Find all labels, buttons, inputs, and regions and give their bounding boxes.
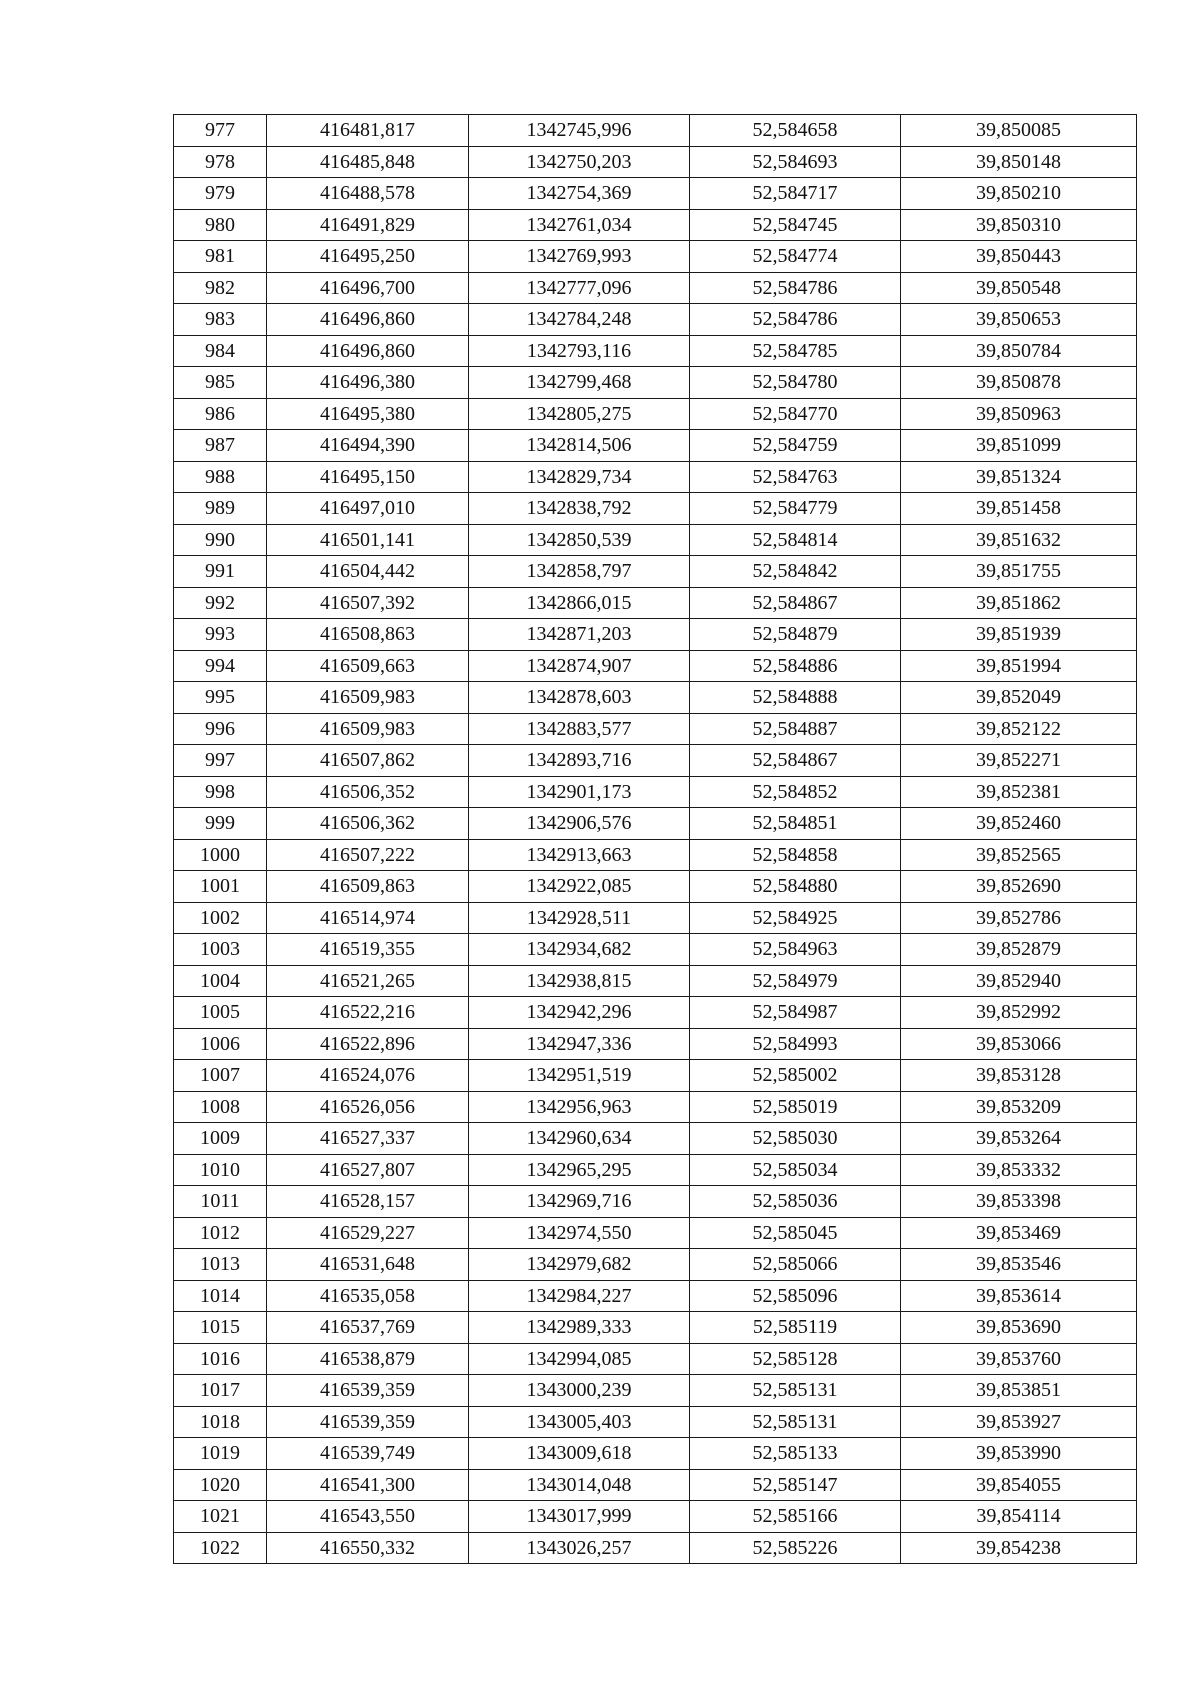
- x-coordinate-cell: 416496,860: [267, 304, 469, 336]
- latitude-cell: 52,584867: [690, 745, 901, 777]
- point-number-cell: 981: [174, 241, 267, 273]
- longitude-cell: 39,852879: [901, 934, 1137, 966]
- latitude-cell: 52,585036: [690, 1186, 901, 1218]
- table-row: [174, 1501, 1137, 1533]
- latitude-cell: 52,584886: [690, 650, 901, 682]
- longitude-cell: 39,850210: [901, 178, 1137, 210]
- x-coordinate-cell: 416550,332: [267, 1532, 469, 1564]
- latitude-cell: 52,585128: [690, 1343, 901, 1375]
- x-coordinate-cell: 416527,337: [267, 1123, 469, 1155]
- longitude-cell: 39,850653: [901, 304, 1137, 336]
- table-row: [174, 1091, 1137, 1123]
- y-coordinate-cell: 1342761,034: [469, 209, 690, 241]
- y-coordinate-cell: 1342934,682: [469, 934, 690, 966]
- x-coordinate-cell: 416509,663: [267, 650, 469, 682]
- point-number-cell: 1003: [174, 934, 267, 966]
- x-coordinate-cell: 416519,355: [267, 934, 469, 966]
- latitude-cell: 52,585066: [690, 1249, 901, 1281]
- x-coordinate-cell: 416541,300: [267, 1469, 469, 1501]
- point-number-cell: 989: [174, 493, 267, 525]
- x-coordinate-cell: 416507,392: [267, 587, 469, 619]
- latitude-cell: 52,584717: [690, 178, 901, 210]
- point-number-cell: 1015: [174, 1312, 267, 1344]
- x-coordinate-cell: 416494,390: [267, 430, 469, 462]
- y-coordinate-cell: 1342974,550: [469, 1217, 690, 1249]
- latitude-cell: 52,584851: [690, 808, 901, 840]
- y-coordinate-cell: 1342969,716: [469, 1186, 690, 1218]
- longitude-cell: 39,853066: [901, 1028, 1137, 1060]
- point-number-cell: 986: [174, 398, 267, 430]
- y-coordinate-cell: 1342850,539: [469, 524, 690, 556]
- y-coordinate-cell: 1342883,577: [469, 713, 690, 745]
- latitude-cell: 52,584887: [690, 713, 901, 745]
- y-coordinate-cell: 1343005,403: [469, 1406, 690, 1438]
- point-number-cell: 982: [174, 272, 267, 304]
- table-row: [174, 1123, 1137, 1155]
- x-coordinate-cell: 416538,879: [267, 1343, 469, 1375]
- y-coordinate-cell: 1342956,963: [469, 1091, 690, 1123]
- longitude-cell: 39,850085: [901, 115, 1137, 147]
- x-coordinate-cell: 416497,010: [267, 493, 469, 525]
- y-coordinate-cell: 1342750,203: [469, 146, 690, 178]
- x-coordinate-cell: 416528,157: [267, 1186, 469, 1218]
- longitude-cell: 39,853546: [901, 1249, 1137, 1281]
- x-coordinate-cell: 416537,769: [267, 1312, 469, 1344]
- longitude-cell: 39,852271: [901, 745, 1137, 777]
- x-coordinate-cell: 416509,983: [267, 682, 469, 714]
- y-coordinate-cell: 1343014,048: [469, 1469, 690, 1501]
- latitude-cell: 52,584963: [690, 934, 901, 966]
- y-coordinate-cell: 1342960,634: [469, 1123, 690, 1155]
- x-coordinate-cell: 416496,380: [267, 367, 469, 399]
- y-coordinate-cell: 1342947,336: [469, 1028, 690, 1060]
- y-coordinate-cell: 1342979,682: [469, 1249, 690, 1281]
- longitude-cell: 39,850878: [901, 367, 1137, 399]
- longitude-cell: 39,853398: [901, 1186, 1137, 1218]
- x-coordinate-cell: 416531,648: [267, 1249, 469, 1281]
- table-row: [174, 1060, 1137, 1092]
- point-number-cell: 1017: [174, 1375, 267, 1407]
- table-row: [174, 713, 1137, 745]
- longitude-cell: 39,853690: [901, 1312, 1137, 1344]
- y-coordinate-cell: 1342799,468: [469, 367, 690, 399]
- latitude-cell: 52,584786: [690, 272, 901, 304]
- longitude-cell: 39,852049: [901, 682, 1137, 714]
- table-row: [174, 871, 1137, 903]
- y-coordinate-cell: 1342965,295: [469, 1154, 690, 1186]
- point-number-cell: 1007: [174, 1060, 267, 1092]
- longitude-cell: 39,851099: [901, 430, 1137, 462]
- latitude-cell: 52,584858: [690, 839, 901, 871]
- point-number-cell: 1002: [174, 902, 267, 934]
- longitude-cell: 39,850443: [901, 241, 1137, 273]
- point-number-cell: 993: [174, 619, 267, 651]
- latitude-cell: 52,585226: [690, 1532, 901, 1564]
- latitude-cell: 52,585166: [690, 1501, 901, 1533]
- table-row: [174, 965, 1137, 997]
- longitude-cell: 39,850148: [901, 146, 1137, 178]
- x-coordinate-cell: 416514,974: [267, 902, 469, 934]
- x-coordinate-cell: 416496,860: [267, 335, 469, 367]
- y-coordinate-cell: 1342805,275: [469, 398, 690, 430]
- latitude-cell: 52,585019: [690, 1091, 901, 1123]
- table-row: [174, 430, 1137, 462]
- longitude-cell: 39,853128: [901, 1060, 1137, 1092]
- point-number-cell: 990: [174, 524, 267, 556]
- table-row: [174, 1217, 1137, 1249]
- x-coordinate-cell: 416535,058: [267, 1280, 469, 1312]
- table-row: [174, 934, 1137, 966]
- y-coordinate-cell: 1342942,296: [469, 997, 690, 1029]
- point-number-cell: 984: [174, 335, 267, 367]
- longitude-cell: 39,853614: [901, 1280, 1137, 1312]
- longitude-cell: 39,852690: [901, 871, 1137, 903]
- y-coordinate-cell: 1343000,239: [469, 1375, 690, 1407]
- longitude-cell: 39,853760: [901, 1343, 1137, 1375]
- table-row: [174, 1154, 1137, 1186]
- x-coordinate-cell: 416508,863: [267, 619, 469, 651]
- latitude-cell: 52,584779: [690, 493, 901, 525]
- x-coordinate-cell: 416539,359: [267, 1375, 469, 1407]
- table-row: [174, 619, 1137, 651]
- longitude-cell: 39,853264: [901, 1123, 1137, 1155]
- table-row: [174, 398, 1137, 430]
- point-number-cell: 1019: [174, 1438, 267, 1470]
- point-number-cell: 1021: [174, 1501, 267, 1533]
- x-coordinate-cell: 416496,700: [267, 272, 469, 304]
- x-coordinate-cell: 416495,250: [267, 241, 469, 273]
- table-row: [174, 1249, 1137, 1281]
- point-number-cell: 985: [174, 367, 267, 399]
- latitude-cell: 52,584979: [690, 965, 901, 997]
- y-coordinate-cell: 1342951,519: [469, 1060, 690, 1092]
- point-number-cell: 1001: [174, 871, 267, 903]
- point-number-cell: 1009: [174, 1123, 267, 1155]
- point-number-cell: 1022: [174, 1532, 267, 1564]
- latitude-cell: 52,584770: [690, 398, 901, 430]
- table-row: [174, 1028, 1137, 1060]
- x-coordinate-cell: 416526,056: [267, 1091, 469, 1123]
- y-coordinate-cell: 1343017,999: [469, 1501, 690, 1533]
- latitude-cell: 52,585147: [690, 1469, 901, 1501]
- table-row: [174, 241, 1137, 273]
- longitude-cell: 39,850548: [901, 272, 1137, 304]
- point-number-cell: 978: [174, 146, 267, 178]
- table-row: [174, 304, 1137, 336]
- longitude-cell: 39,853332: [901, 1154, 1137, 1186]
- x-coordinate-cell: 416491,829: [267, 209, 469, 241]
- table-row: [174, 493, 1137, 525]
- table-row: [174, 808, 1137, 840]
- latitude-cell: 52,584814: [690, 524, 901, 556]
- x-coordinate-cell: 416522,216: [267, 997, 469, 1029]
- point-number-cell: 1010: [174, 1154, 267, 1186]
- x-coordinate-cell: 416504,442: [267, 556, 469, 588]
- longitude-cell: 39,852460: [901, 808, 1137, 840]
- longitude-cell: 39,854114: [901, 1501, 1137, 1533]
- longitude-cell: 39,852992: [901, 997, 1137, 1029]
- point-number-cell: 987: [174, 430, 267, 462]
- table-row: [174, 1469, 1137, 1501]
- y-coordinate-cell: 1342874,907: [469, 650, 690, 682]
- y-coordinate-cell: 1342784,248: [469, 304, 690, 336]
- x-coordinate-cell: 416527,807: [267, 1154, 469, 1186]
- table-row: [174, 272, 1137, 304]
- y-coordinate-cell: 1342938,815: [469, 965, 690, 997]
- table-row: [174, 115, 1137, 147]
- latitude-cell: 52,584786: [690, 304, 901, 336]
- latitude-cell: 52,584925: [690, 902, 901, 934]
- latitude-cell: 52,584852: [690, 776, 901, 808]
- table-row: [174, 902, 1137, 934]
- table-row: [174, 556, 1137, 588]
- point-number-cell: 999: [174, 808, 267, 840]
- latitude-cell: 52,584987: [690, 997, 901, 1029]
- y-coordinate-cell: 1342906,576: [469, 808, 690, 840]
- longitude-cell: 39,852381: [901, 776, 1137, 808]
- table-row: [174, 1280, 1137, 1312]
- x-coordinate-cell: 416543,550: [267, 1501, 469, 1533]
- latitude-cell: 52,584774: [690, 241, 901, 273]
- table-row: [174, 682, 1137, 714]
- point-number-cell: 995: [174, 682, 267, 714]
- longitude-cell: 39,850784: [901, 335, 1137, 367]
- y-coordinate-cell: 1342745,996: [469, 115, 690, 147]
- point-number-cell: 998: [174, 776, 267, 808]
- latitude-cell: 52,585002: [690, 1060, 901, 1092]
- x-coordinate-cell: 416506,362: [267, 808, 469, 840]
- table-row: [174, 1406, 1137, 1438]
- y-coordinate-cell: 1342754,369: [469, 178, 690, 210]
- point-number-cell: 979: [174, 178, 267, 210]
- latitude-cell: 52,584745: [690, 209, 901, 241]
- latitude-cell: 52,585096: [690, 1280, 901, 1312]
- table-row: [174, 1438, 1137, 1470]
- point-number-cell: 1018: [174, 1406, 267, 1438]
- latitude-cell: 52,584658: [690, 115, 901, 147]
- latitude-cell: 52,584785: [690, 335, 901, 367]
- y-coordinate-cell: 1343026,257: [469, 1532, 690, 1564]
- table-row: [174, 1312, 1137, 1344]
- y-coordinate-cell: 1342928,511: [469, 902, 690, 934]
- latitude-cell: 52,585034: [690, 1154, 901, 1186]
- point-number-cell: 991: [174, 556, 267, 588]
- x-coordinate-cell: 416507,862: [267, 745, 469, 777]
- x-coordinate-cell: 416501,141: [267, 524, 469, 556]
- y-coordinate-cell: 1342989,333: [469, 1312, 690, 1344]
- x-coordinate-cell: 416495,150: [267, 461, 469, 493]
- table-row: [174, 587, 1137, 619]
- x-coordinate-cell: 416488,578: [267, 178, 469, 210]
- point-number-cell: 1004: [174, 965, 267, 997]
- longitude-cell: 39,852122: [901, 713, 1137, 745]
- y-coordinate-cell: 1342793,116: [469, 335, 690, 367]
- table-row: [174, 335, 1137, 367]
- table-row: [174, 178, 1137, 210]
- latitude-cell: 52,585119: [690, 1312, 901, 1344]
- table-row: [174, 461, 1137, 493]
- y-coordinate-cell: 1342814,506: [469, 430, 690, 462]
- point-number-cell: 1000: [174, 839, 267, 871]
- latitude-cell: 52,584993: [690, 1028, 901, 1060]
- x-coordinate-cell: 416539,749: [267, 1438, 469, 1470]
- longitude-cell: 39,851458: [901, 493, 1137, 525]
- latitude-cell: 52,585133: [690, 1438, 901, 1470]
- y-coordinate-cell: 1342984,227: [469, 1280, 690, 1312]
- longitude-cell: 39,851632: [901, 524, 1137, 556]
- table-row: [174, 209, 1137, 241]
- table-row: [174, 1343, 1137, 1375]
- x-coordinate-cell: 416506,352: [267, 776, 469, 808]
- table-row: [174, 776, 1137, 808]
- longitude-cell: 39,851994: [901, 650, 1137, 682]
- y-coordinate-cell: 1342829,734: [469, 461, 690, 493]
- longitude-cell: 39,854238: [901, 1532, 1137, 1564]
- x-coordinate-cell: 416509,983: [267, 713, 469, 745]
- point-number-cell: 994: [174, 650, 267, 682]
- y-coordinate-cell: 1342858,797: [469, 556, 690, 588]
- table-row: [174, 146, 1137, 178]
- latitude-cell: 52,584780: [690, 367, 901, 399]
- point-number-cell: 1005: [174, 997, 267, 1029]
- latitude-cell: 52,584842: [690, 556, 901, 588]
- x-coordinate-cell: 416539,359: [267, 1406, 469, 1438]
- table-row: [174, 1375, 1137, 1407]
- longitude-cell: 39,854055: [901, 1469, 1137, 1501]
- longitude-cell: 39,851324: [901, 461, 1137, 493]
- y-coordinate-cell: 1342777,096: [469, 272, 690, 304]
- longitude-cell: 39,852786: [901, 902, 1137, 934]
- y-coordinate-cell: 1342994,085: [469, 1343, 690, 1375]
- table-row: [174, 1532, 1137, 1564]
- table-row: [174, 997, 1137, 1029]
- y-coordinate-cell: 1342893,716: [469, 745, 690, 777]
- point-number-cell: 1006: [174, 1028, 267, 1060]
- longitude-cell: 39,853851: [901, 1375, 1137, 1407]
- point-number-cell: 1020: [174, 1469, 267, 1501]
- point-number-cell: 997: [174, 745, 267, 777]
- point-number-cell: 1013: [174, 1249, 267, 1281]
- x-coordinate-cell: 416495,380: [267, 398, 469, 430]
- y-coordinate-cell: 1342871,203: [469, 619, 690, 651]
- longitude-cell: 39,853990: [901, 1438, 1137, 1470]
- latitude-cell: 52,584763: [690, 461, 901, 493]
- table-row: [174, 524, 1137, 556]
- coordinates-table-body: [174, 115, 1137, 1564]
- latitude-cell: 52,585131: [690, 1406, 901, 1438]
- coordinates-table: [173, 114, 1137, 1564]
- x-coordinate-cell: 416485,848: [267, 146, 469, 178]
- longitude-cell: 39,851755: [901, 556, 1137, 588]
- longitude-cell: 39,851939: [901, 619, 1137, 651]
- point-number-cell: 980: [174, 209, 267, 241]
- point-number-cell: 992: [174, 587, 267, 619]
- latitude-cell: 52,585045: [690, 1217, 901, 1249]
- latitude-cell: 52,584880: [690, 871, 901, 903]
- longitude-cell: 39,853209: [901, 1091, 1137, 1123]
- y-coordinate-cell: 1342838,792: [469, 493, 690, 525]
- latitude-cell: 52,585030: [690, 1123, 901, 1155]
- y-coordinate-cell: 1342901,173: [469, 776, 690, 808]
- point-number-cell: 1016: [174, 1343, 267, 1375]
- x-coordinate-cell: 416529,227: [267, 1217, 469, 1249]
- table-row: [174, 839, 1137, 871]
- table-row: [174, 650, 1137, 682]
- longitude-cell: 39,850963: [901, 398, 1137, 430]
- longitude-cell: 39,852565: [901, 839, 1137, 871]
- y-coordinate-cell: 1343009,618: [469, 1438, 690, 1470]
- latitude-cell: 52,584867: [690, 587, 901, 619]
- longitude-cell: 39,852940: [901, 965, 1137, 997]
- y-coordinate-cell: 1342866,015: [469, 587, 690, 619]
- x-coordinate-cell: 416481,817: [267, 115, 469, 147]
- point-number-cell: 977: [174, 115, 267, 147]
- x-coordinate-cell: 416522,896: [267, 1028, 469, 1060]
- point-number-cell: 988: [174, 461, 267, 493]
- point-number-cell: 1012: [174, 1217, 267, 1249]
- point-number-cell: 1011: [174, 1186, 267, 1218]
- longitude-cell: 39,853469: [901, 1217, 1137, 1249]
- table-row: [174, 367, 1137, 399]
- table-row: [174, 745, 1137, 777]
- longitude-cell: 39,853927: [901, 1406, 1137, 1438]
- latitude-cell: 52,584693: [690, 146, 901, 178]
- latitude-cell: 52,584759: [690, 430, 901, 462]
- point-number-cell: 996: [174, 713, 267, 745]
- y-coordinate-cell: 1342913,663: [469, 839, 690, 871]
- x-coordinate-cell: 416524,076: [267, 1060, 469, 1092]
- y-coordinate-cell: 1342878,603: [469, 682, 690, 714]
- latitude-cell: 52,584879: [690, 619, 901, 651]
- point-number-cell: 1014: [174, 1280, 267, 1312]
- x-coordinate-cell: 416509,863: [267, 871, 469, 903]
- longitude-cell: 39,851862: [901, 587, 1137, 619]
- longitude-cell: 39,850310: [901, 209, 1137, 241]
- point-number-cell: 1008: [174, 1091, 267, 1123]
- x-coordinate-cell: 416507,222: [267, 839, 469, 871]
- y-coordinate-cell: 1342769,993: [469, 241, 690, 273]
- point-number-cell: 983: [174, 304, 267, 336]
- table-row: [174, 1186, 1137, 1218]
- latitude-cell: 52,584888: [690, 682, 901, 714]
- latitude-cell: 52,585131: [690, 1375, 901, 1407]
- y-coordinate-cell: 1342922,085: [469, 871, 690, 903]
- x-coordinate-cell: 416521,265: [267, 965, 469, 997]
